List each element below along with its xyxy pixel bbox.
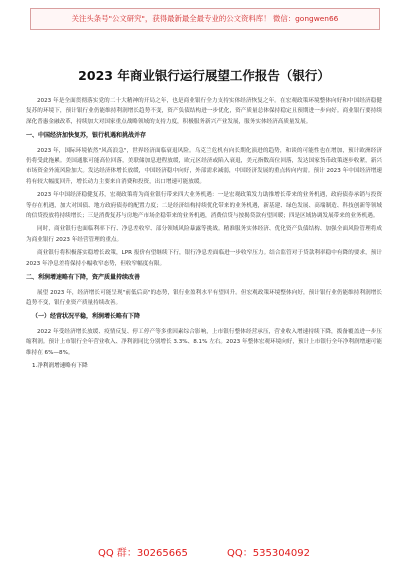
section-2-point-1: 1.净利润增速略有下降 <box>32 362 88 369</box>
document-body <box>26 96 382 371</box>
intro-paragraph: 2023 年是全面贯彻落实党的二十大精神的开局之年，也是商业银行全力支持实体经济恢复之年。在宏观政策环境整体向好和中国经济稳健复苏的环境下，预计银行业仍能维持利润增长趋势不变，资产负债结构进一步优化，资产质量总体保持稳定且预期进一步向好。商业银行要持续深化普惠金融改革，持续加大对国家重点战略领域的支持力度，积极服务新兴产业发展，服务实体经济高质量发展。 <box>26 98 382 125</box>
section-1-paragraph-2: 2023 年中国经济稳健复苏，宏观政策将为商业银行带来四大业务机遇：一是宏观政策发力助推增长带来的业务机遇，政府债券承销与投资等存在机遇，加大对国债、地方政府债券的配置力度；二是经济结构持续优化带来的业务机遇，新基建、绿色发展、高端制造、科技创新等领域的信贷投放将持续增长；三是消费复苏与房地产市场企稳带来的业务机遇，消费信贷与按揭贷款有望回暖；四是区域协调发展带来的业务机遇。 <box>26 192 382 220</box>
footer-qq-group: QQ 群：30265665 <box>97 548 188 559</box>
top-banner: 关注头条号"公文研究"，获得最新最全最专业的公文资料库！ 微信：gongwen66 <box>30 8 380 30</box>
section-2-sub-paragraph: 2022 年受经济增长放缓、疫情反复、停工停产等多重因素综合影响，上市银行整体经营承压，营业收入增速持续下降，拨备覆盖进一步压缩利润。预计上市银行全年营业收入、净利润同比分别增长 3.3%、8.1% 左右。2023 年整体宏观环境向好，预计上市银行全年净利润增速可能维持在 6%—8%。 <box>26 328 382 356</box>
section-2-paragraph-1: 展望 2023 年，经济增长可能呈现"前低后高"的态势，银行业盈利水平有望回升。但宏观政策环境整体向好，预计银行业仍能维持利润增长趋势不变，银行业资产质量持续改善。 <box>26 289 382 306</box>
section-1-heading: 一、中国经济加快复苏，银行机遇和挑战并存 <box>26 132 147 140</box>
lpr-paragraph: 商业银行将积极落实稳增长政策，LPR 报价有望继续下行，银行净息差面临进一步收窄压力。结合监管对于贷款利率稳中有降的要求，预计 2023 年净息差将保持小幅收窄态势，但收窄幅度有限。 <box>26 250 382 267</box>
document-title: 2023 年商业银行运行展望工作报告（银行） <box>78 68 330 83</box>
footer-qq: QQ：535304092 <box>227 548 311 559</box>
footer-contact <box>0 544 408 564</box>
section-2-subheading: （一）经营状况平稳，利润增长略有下降 <box>32 313 141 321</box>
section-1-paragraph-1: 2023 年，国际环境依然"风高浪急"，世界经济面临衰退风险。乌克兰危机有向长期化演进的趋势，和谈的可能性也在增加，预计欧洲经济仍将受此拖累。美国通胀可能高位回落，美联储加息进程放缓，欧元区经济或陷入衰退，美元指数高位回落，发达国家货币政策逐步收紧，新兴市场资金外流风险加大。发达经济体增长放缓，中国经济稳中向好，外部需求减弱，中国经济发展的重点转向内需。预计 2023 年中国经济增速将有较大幅度回升，增长动力主要来自消费和投资，出口增速可能放缓。 <box>26 147 382 185</box>
section-2-heading: 二、利润增速略有下降，资产质量持续改善 <box>26 274 141 282</box>
section-1-paragraph-3: 同时，商业银行也面临利率下行、净息差收窄、部分领域风险暴露等挑战。精准服务实体经济、优化资产负债结构、加强全面风险管理将成为商业银行 2023 年经营管理的重点。 <box>26 226 382 243</box>
